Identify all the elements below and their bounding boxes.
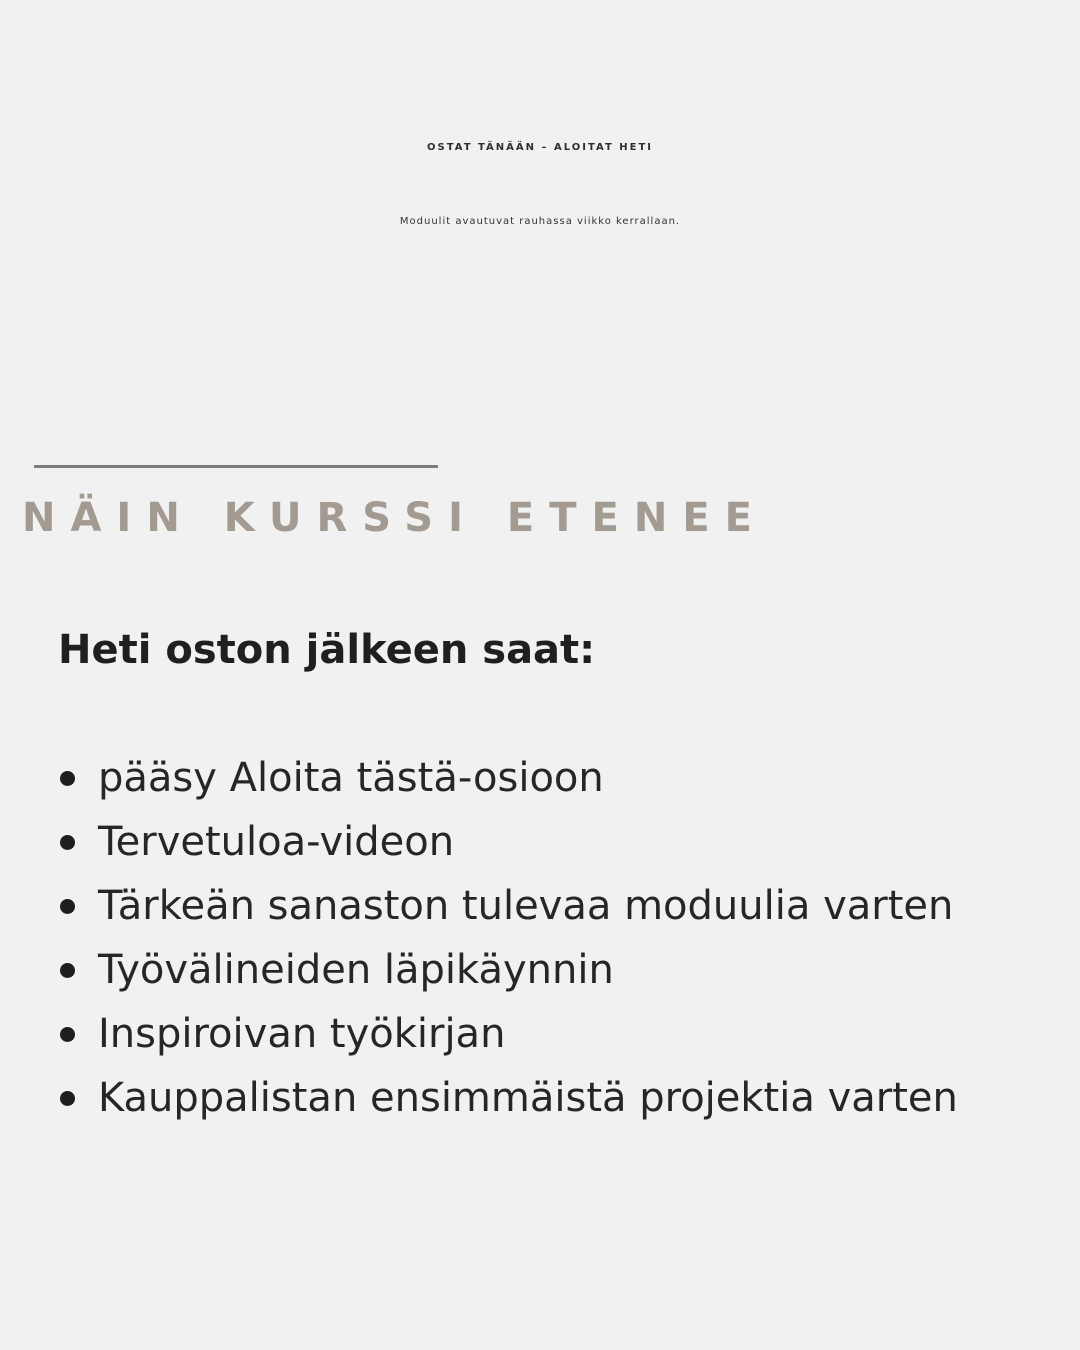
page-title: OSTAT TÄNÄÄN – ALOITAT HETI (426, 142, 653, 153)
bullet-icon (60, 1027, 75, 1042)
bullet-icon (60, 899, 75, 914)
list-item-text: Työvälineiden läpikäynnin (98, 947, 614, 993)
list-item-text: Tärkeän sanaston tulevaa moduulia varten (98, 883, 954, 929)
list-item-text: pääsy Aloita tästä-osioon (98, 755, 604, 801)
bullet-icon (60, 963, 75, 978)
section-label: NÄIN KURSSI ETENEE (22, 495, 767, 541)
bullet-icon (60, 1091, 75, 1106)
list-item-text: Inspiroivan työkirjan (98, 1011, 506, 1057)
list-item-text: Tervetuloa-videon (98, 819, 455, 865)
list-item-text: Kauppalistan ensimmäistä projektia varten (98, 1075, 958, 1121)
list-heading: Heti oston jälkeen saat: (58, 627, 596, 673)
bullet-icon (60, 835, 75, 850)
section-divider (34, 465, 438, 468)
bullet-icon (60, 771, 75, 786)
page-subtitle: Moduulit avautuvat rauhassa viikko kerrallaan. (399, 216, 681, 227)
